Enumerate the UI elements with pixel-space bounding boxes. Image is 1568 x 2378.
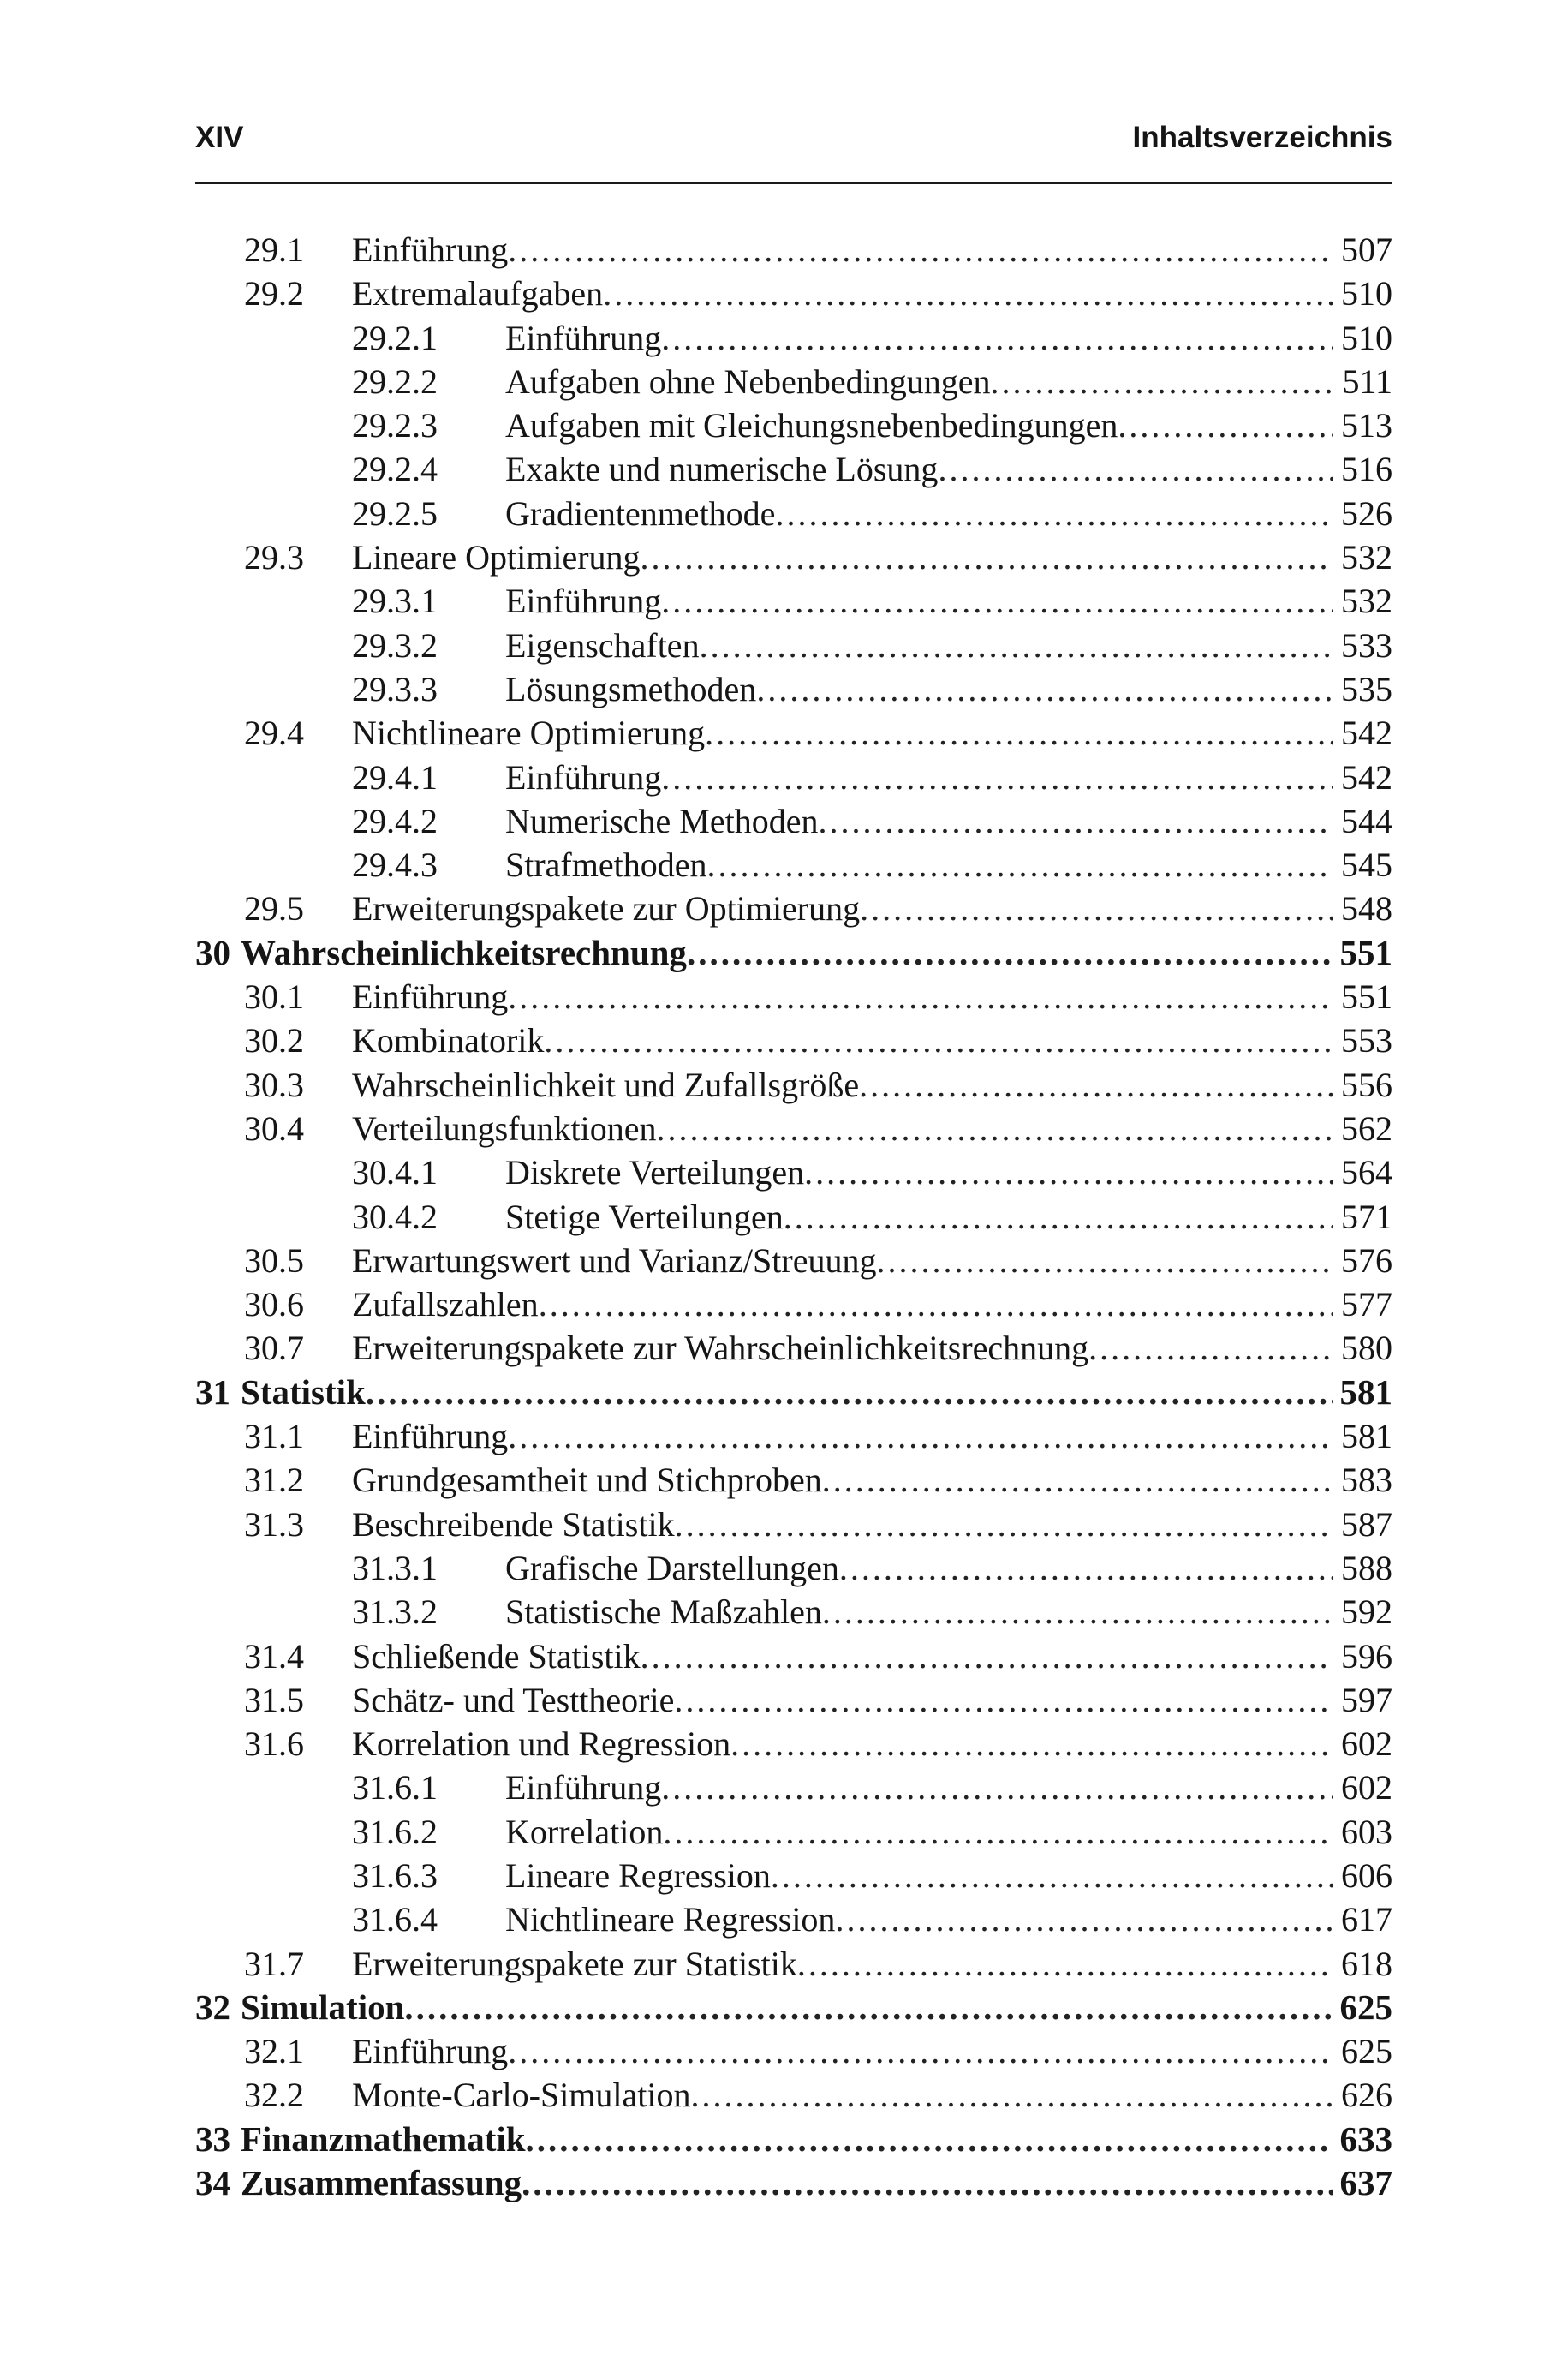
toc-entry-title: Kombinatorik — [352, 1021, 545, 1061]
toc-entry-page: 583 — [1341, 1461, 1392, 1500]
toc-entry-title: Einführung — [352, 1417, 509, 1456]
toc-entry-number: 32.1 — [244, 2032, 304, 2071]
dot-leader — [661, 756, 1333, 799]
dot-leader — [775, 492, 1333, 535]
toc-entry-number: 29.2 — [244, 274, 304, 314]
toc-entry-line — [505, 624, 1392, 667]
toc-entry-title: Numerische Methoden — [505, 801, 819, 840]
toc-entry-line — [505, 403, 1392, 447]
toc-entry-number: 34 — [195, 2163, 230, 2203]
toc-entry-line — [352, 2073, 1392, 2117]
toc-entry-page: 507 — [1341, 230, 1392, 269]
toc-entry[interactable] — [195, 403, 1392, 447]
toc-entry-page: 533 — [1341, 625, 1392, 665]
dot-leader — [784, 1195, 1333, 1239]
toc-entry-page: 602 — [1341, 1768, 1392, 1807]
toc-entry-number: 31.3 — [244, 1504, 304, 1544]
toc-entry-title: Eigenschaften — [505, 625, 700, 665]
toc-entry-number: 29.2.4 — [352, 450, 438, 489]
toc-entry-title: Korrelation und Regression — [352, 1724, 731, 1764]
toc-entry-line — [352, 1107, 1392, 1150]
dot-leader — [876, 1239, 1333, 1282]
toc-entry-title: Simulation — [241, 1987, 405, 2027]
toc-entry-number: 29.4 — [244, 714, 304, 753]
toc-entry[interactable] — [195, 1942, 1392, 1986]
dot-leader — [641, 1634, 1333, 1678]
toc-entry-title: Erweiterungspakete zur Statistik — [352, 1944, 797, 1983]
toc-entry-number: 30.5 — [244, 1240, 304, 1280]
toc-entry-page: 625 — [1341, 2032, 1392, 2071]
toc-entry-line — [352, 711, 1392, 755]
toc-entry-line — [241, 2161, 1392, 2205]
toc-entry-page: 510 — [1341, 274, 1392, 314]
toc-entry[interactable] — [195, 1590, 1392, 1634]
toc-entry-number: 30.1 — [244, 977, 304, 1017]
toc-entry-title: Grafische Darstellungen — [505, 1548, 839, 1587]
dot-leader — [797, 1942, 1333, 1986]
toc-entry-line — [352, 1634, 1392, 1678]
toc-entry-line — [505, 799, 1392, 843]
toc-entry[interactable] — [195, 1503, 1392, 1546]
toc-entry-number: 31.6.1 — [352, 1768, 438, 1807]
toc-entry-title: Statistische Maßzahlen — [505, 1592, 822, 1632]
dot-leader — [730, 1722, 1333, 1766]
toc-entry-page: 577 — [1341, 1285, 1392, 1324]
toc-entry-title: Lineare Regression — [505, 1855, 771, 1895]
toc-entry[interactable] — [195, 1019, 1392, 1062]
toc-entry-line — [505, 843, 1392, 887]
dot-leader — [544, 1019, 1333, 1062]
toc-entry-title: Korrelation — [505, 1812, 664, 1851]
dot-leader — [661, 1766, 1333, 1809]
dot-leader — [663, 1810, 1333, 1854]
toc-entry-title: Aufgaben ohne Nebenbedingungen — [505, 361, 991, 401]
toc-entry-line — [352, 1458, 1392, 1502]
toc-entry-page: 545 — [1341, 845, 1392, 885]
toc-entry-title: Erweiterungspakete zur Optimierung — [352, 889, 861, 929]
toc-entry[interactable] — [195, 887, 1392, 930]
toc-entry-title: Erweiterungspakete zur Wahrscheinlichkeitsrechnung — [352, 1329, 1089, 1368]
toc-entry-page: 571 — [1341, 1197, 1392, 1236]
dot-leader — [641, 535, 1333, 579]
toc-entry-number: 31 — [195, 1371, 230, 1412]
toc-entry-title: Einführung — [505, 318, 662, 357]
toc-entry-title: Stetige Verteilungen — [505, 1197, 784, 1236]
toc-entry-title: Beschreibende Statistik — [352, 1504, 675, 1544]
toc-entry-title: Zufallszahlen — [352, 1285, 539, 1324]
toc-entry-page: 510 — [1341, 318, 1392, 357]
toc-entry-page: 544 — [1341, 801, 1392, 840]
toc-entry-number: 30.4.2 — [352, 1197, 438, 1236]
toc-entry-title: Monte-Carlo-Simulation — [352, 2076, 691, 2115]
toc-entry-title: Lösungsmethoden — [505, 669, 757, 708]
toc-entry-page: 532 — [1341, 538, 1392, 577]
toc-entry-number: 30.3 — [244, 1065, 304, 1104]
toc-entry-number: 29.3.1 — [352, 582, 438, 621]
toc-entry[interactable] — [195, 1063, 1392, 1107]
toc-entry-page: 542 — [1341, 714, 1392, 753]
toc-entry-line — [505, 1590, 1392, 1634]
toc-entry-number: 31.3.1 — [352, 1548, 438, 1587]
toc-entry-line — [352, 1239, 1392, 1282]
toc-entry-title: Zusammenfassung — [241, 2163, 522, 2203]
toc-entry[interactable] — [195, 272, 1392, 315]
toc-entry-page: 513 — [1341, 406, 1392, 445]
toc-entry[interactable] — [195, 1546, 1392, 1590]
toc-entry-number: 30.2 — [244, 1021, 304, 1061]
dot-leader — [661, 316, 1333, 360]
toc-entry-page: 532 — [1341, 582, 1392, 621]
dot-leader — [771, 1854, 1333, 1897]
toc-entry-line — [241, 1986, 1392, 2029]
toc-entry[interactable] — [195, 1150, 1392, 1194]
toc-entry-title: Gradientenmethode — [505, 493, 776, 533]
toc-entry[interactable] — [195, 1766, 1392, 1809]
dot-leader — [675, 1503, 1333, 1546]
page-number: XIV — [195, 121, 244, 154]
toc-entry[interactable] — [195, 1722, 1392, 1766]
toc-chapter-entry[interactable] — [195, 1986, 1392, 2029]
toc-entry[interactable] — [195, 1282, 1392, 1326]
dot-leader — [818, 799, 1333, 843]
dot-leader — [691, 2073, 1333, 2117]
dot-leader — [657, 1107, 1333, 1150]
toc-entry-number: 30 — [195, 932, 230, 972]
toc-entry-line — [352, 1722, 1392, 1766]
toc-entry-title: Nichtlineare Regression — [505, 1900, 836, 1939]
toc-entry-number: 29.4.3 — [352, 845, 438, 885]
toc-entry-number: 31.1 — [244, 1417, 304, 1456]
toc-entry-title: Einführung — [505, 582, 662, 621]
toc-entry[interactable] — [195, 1634, 1392, 1678]
toc-entry[interactable] — [195, 1239, 1392, 1282]
toc-entry-page: 633 — [1339, 2118, 1392, 2159]
toc-entry-title: Statistik — [241, 1371, 366, 1412]
toc-entry-number: 29.4.1 — [352, 757, 438, 797]
toc-entry-page: 606 — [1341, 1855, 1392, 1895]
toc-entry-line — [352, 887, 1392, 930]
toc-entry-page: 556 — [1341, 1065, 1392, 1104]
toc-entry-page: 588 — [1341, 1548, 1392, 1587]
toc-entry-page: 511 — [1342, 361, 1392, 401]
toc-entry[interactable] — [195, 447, 1392, 491]
toc-entry[interactable] — [195, 1678, 1392, 1722]
running-title: Inhaltsverzeichnis — [1132, 121, 1392, 154]
dot-leader — [804, 1150, 1333, 1194]
toc-entry[interactable] — [195, 2073, 1392, 2117]
toc-entry-line — [352, 1678, 1392, 1722]
dot-leader — [1118, 403, 1333, 447]
toc-entry-page: 618 — [1341, 1944, 1392, 1983]
toc-entry-number: 31.7 — [244, 1944, 304, 1983]
toc-entry-line — [505, 756, 1392, 799]
toc-chapter-entry[interactable] — [195, 2118, 1392, 2161]
toc-entry-page: 587 — [1341, 1504, 1392, 1544]
toc-entry-line — [352, 1942, 1392, 1986]
toc-entry-line — [505, 579, 1392, 623]
toc-entry-page: 562 — [1341, 1108, 1392, 1148]
toc-entry-number: 30.4.1 — [352, 1153, 438, 1192]
dot-leader — [603, 272, 1333, 315]
toc-entry-number: 31.6.2 — [352, 1812, 438, 1851]
toc-entry-line — [505, 316, 1392, 360]
toc-entry-title: Schließende Statistik — [352, 1636, 641, 1676]
toc-entry-number: 29.3.2 — [352, 625, 438, 665]
toc-chapter-entry[interactable] — [195, 2161, 1392, 2205]
toc-entry-title: Verteilungsfunktionen — [352, 1108, 657, 1148]
toc-entry[interactable] — [195, 579, 1392, 623]
toc-entry[interactable] — [195, 711, 1392, 755]
toc-entry-number: 31.5 — [244, 1680, 304, 1719]
toc-entry-line — [352, 535, 1392, 579]
toc-entry-line — [241, 2118, 1392, 2161]
table-of-contents — [195, 228, 1392, 2205]
dot-leader — [508, 228, 1333, 272]
toc-entry-page: 576 — [1341, 1240, 1392, 1280]
dot-leader — [687, 931, 1333, 975]
toc-entry-title: Einführung — [352, 2032, 509, 2071]
toc-entry-page: 551 — [1341, 977, 1392, 1017]
toc-entry-line — [352, 2029, 1392, 2073]
toc-entry[interactable] — [195, 667, 1392, 711]
toc-entry-number: 29.3 — [244, 538, 304, 577]
dot-leader — [860, 887, 1333, 930]
toc-entry-page: 625 — [1339, 1987, 1392, 2027]
toc-entry-number: 29.2.2 — [352, 361, 438, 401]
toc-entry-title: Einführung — [352, 977, 509, 1017]
toc-entry[interactable] — [195, 316, 1392, 360]
toc-entry-page: 603 — [1341, 1812, 1392, 1851]
toc-entry-line — [241, 1371, 1392, 1414]
toc-entry-line — [352, 1282, 1392, 1326]
toc-entry-title: Strafmethoden — [505, 845, 707, 885]
toc-entry-line — [241, 931, 1392, 975]
toc-entry-line — [352, 975, 1392, 1019]
toc-entry-line — [505, 667, 1392, 711]
toc-entry-number: 29.3.3 — [352, 669, 438, 708]
dot-leader — [1088, 1326, 1333, 1370]
toc-entry-page: 580 — [1341, 1329, 1392, 1368]
toc-chapter-entry[interactable] — [195, 931, 1392, 975]
toc-entry-line — [505, 1766, 1392, 1809]
dot-leader — [822, 1458, 1333, 1502]
dot-leader — [661, 579, 1333, 623]
toc-entry-page: 564 — [1341, 1153, 1392, 1192]
toc-entry[interactable] — [195, 228, 1392, 272]
toc-entry-number: 31.3.2 — [352, 1592, 438, 1632]
toc-entry-page: 602 — [1341, 1724, 1392, 1764]
toc-entry-title: Einführung — [505, 1768, 662, 1807]
toc-entry-number: 33 — [195, 2118, 230, 2159]
toc-entry-title: Aufgaben mit Gleichungsnebenbedingungen — [505, 406, 1118, 445]
toc-entry-line — [505, 1150, 1392, 1194]
toc-entry-line — [352, 1414, 1392, 1458]
toc-entry-page: 637 — [1339, 2163, 1392, 2203]
toc-entry-page: 548 — [1341, 889, 1392, 929]
dot-leader — [705, 711, 1333, 755]
toc-entry-line — [505, 492, 1392, 535]
toc-entry[interactable] — [195, 1326, 1392, 1370]
dot-leader — [522, 2161, 1333, 2205]
toc-entry[interactable] — [195, 360, 1392, 403]
toc-entry-number: 31.6.3 — [352, 1855, 438, 1895]
dot-leader — [508, 1414, 1333, 1458]
toc-entry[interactable] — [195, 535, 1392, 579]
dot-leader — [859, 1063, 1333, 1107]
toc-entry-number: 31.4 — [244, 1636, 304, 1676]
toc-entry-line — [352, 272, 1392, 315]
dot-leader — [674, 1678, 1333, 1722]
toc-entry-number: 31.6.4 — [352, 1900, 438, 1939]
toc-entry-line — [505, 1546, 1392, 1590]
toc-entry-title: Wahrscheinlichkeit und Zufallsgröße — [352, 1065, 860, 1104]
dot-leader — [822, 1590, 1333, 1634]
toc-entry-line — [505, 447, 1392, 491]
toc-entry-number: 29.2.1 — [352, 318, 438, 357]
dot-leader — [366, 1371, 1333, 1414]
toc-entry-title: Erwartungswert und Varianz/Streuung — [352, 1240, 877, 1280]
toc-entry-number: 29.5 — [244, 889, 304, 929]
toc-entry-page: 542 — [1341, 757, 1392, 797]
dot-leader — [835, 1897, 1333, 1941]
toc-entry-page: 597 — [1341, 1680, 1392, 1719]
toc-entry-number: 30.4 — [244, 1108, 304, 1148]
toc-entry-title: Extremalaufgaben — [352, 274, 604, 314]
dot-leader — [508, 2029, 1333, 2073]
toc-chapter-entry[interactable] — [195, 1371, 1392, 1414]
toc-entry-line — [352, 228, 1392, 272]
toc-entry-page: 551 — [1339, 932, 1392, 972]
toc-entry-number: 29.1 — [244, 230, 304, 269]
toc-entry[interactable] — [195, 799, 1392, 843]
toc-entry-title: Diskrete Verteilungen — [505, 1153, 805, 1192]
toc-entry-line — [505, 1854, 1392, 1897]
toc-entry-page: 626 — [1341, 2076, 1392, 2115]
toc-entry[interactable] — [195, 492, 1392, 535]
toc-entry-line — [505, 1897, 1392, 1941]
toc-entry-page: 592 — [1341, 1592, 1392, 1632]
toc-entry[interactable] — [195, 1854, 1392, 1897]
dot-leader — [839, 1546, 1333, 1590]
toc-entry-page: 581 — [1341, 1417, 1392, 1456]
toc-entry-title: Finanzmathematik — [241, 2118, 526, 2159]
dot-leader — [526, 2118, 1333, 2161]
toc-entry-title: Exakte und numerische Lösung — [505, 450, 939, 489]
dot-leader — [700, 624, 1333, 667]
toc-entry-page: 535 — [1341, 669, 1392, 708]
dot-leader — [404, 1986, 1333, 2029]
toc-entry-page: 553 — [1341, 1021, 1392, 1061]
toc-entry[interactable] — [195, 975, 1392, 1019]
toc-entry[interactable] — [195, 1107, 1392, 1150]
dot-leader — [707, 843, 1333, 887]
toc-entry-number: 32.2 — [244, 2076, 304, 2115]
toc-entry-page: 516 — [1341, 450, 1392, 489]
toc-entry-title: Nichtlineare Optimierung — [352, 714, 706, 753]
page-header — [195, 118, 1392, 184]
toc-entry-title: Lineare Optimierung — [352, 538, 641, 577]
toc-entry-page: 596 — [1341, 1636, 1392, 1676]
toc-entry-number: 29.2.5 — [352, 493, 438, 533]
toc-entry[interactable] — [195, 1195, 1392, 1239]
toc-entry-number: 32 — [195, 1987, 230, 2027]
toc-entry-title: Grundgesamtheit und Stichproben — [352, 1461, 822, 1500]
dot-leader — [938, 447, 1333, 491]
toc-entry-title: Einführung — [505, 757, 662, 797]
toc-entry-line — [352, 1503, 1392, 1546]
toc-entry-number: 31.2 — [244, 1461, 304, 1500]
toc-entry-title: Einführung — [352, 230, 509, 269]
toc-entry-line — [505, 1810, 1392, 1854]
dot-leader — [539, 1282, 1333, 1326]
toc-entry-page: 617 — [1341, 1900, 1392, 1939]
dot-leader — [756, 667, 1333, 711]
toc-entry-line — [352, 1326, 1392, 1370]
toc-entry[interactable] — [195, 1414, 1392, 1458]
toc-entry-line — [505, 360, 1392, 403]
toc-entry-number: 30.6 — [244, 1285, 304, 1324]
toc-entry-number: 29.2.3 — [352, 406, 438, 445]
toc-entry-page: 581 — [1339, 1371, 1392, 1412]
toc-entry[interactable] — [195, 843, 1392, 887]
toc-entry-line — [352, 1019, 1392, 1062]
toc-entry-line — [352, 1063, 1392, 1107]
toc-entry[interactable] — [195, 624, 1392, 667]
toc-entry[interactable] — [195, 1458, 1392, 1502]
toc-entry-number: 30.7 — [244, 1329, 304, 1368]
dot-leader — [508, 975, 1333, 1019]
toc-entry[interactable] — [195, 756, 1392, 799]
toc-entry[interactable] — [195, 1810, 1392, 1854]
toc-entry-title: Schätz- und Testtheorie — [352, 1680, 675, 1719]
toc-entry-number: 31.6 — [244, 1724, 304, 1764]
toc-entry-page: 526 — [1341, 493, 1392, 533]
toc-entry-title: Wahrscheinlichkeitsrechnung — [241, 932, 687, 972]
toc-entry[interactable] — [195, 2029, 1392, 2073]
toc-entry-line — [505, 1195, 1392, 1239]
toc-entry-number: 29.4.2 — [352, 801, 438, 840]
dot-leader — [990, 360, 1333, 403]
toc-entry[interactable] — [195, 1897, 1392, 1941]
